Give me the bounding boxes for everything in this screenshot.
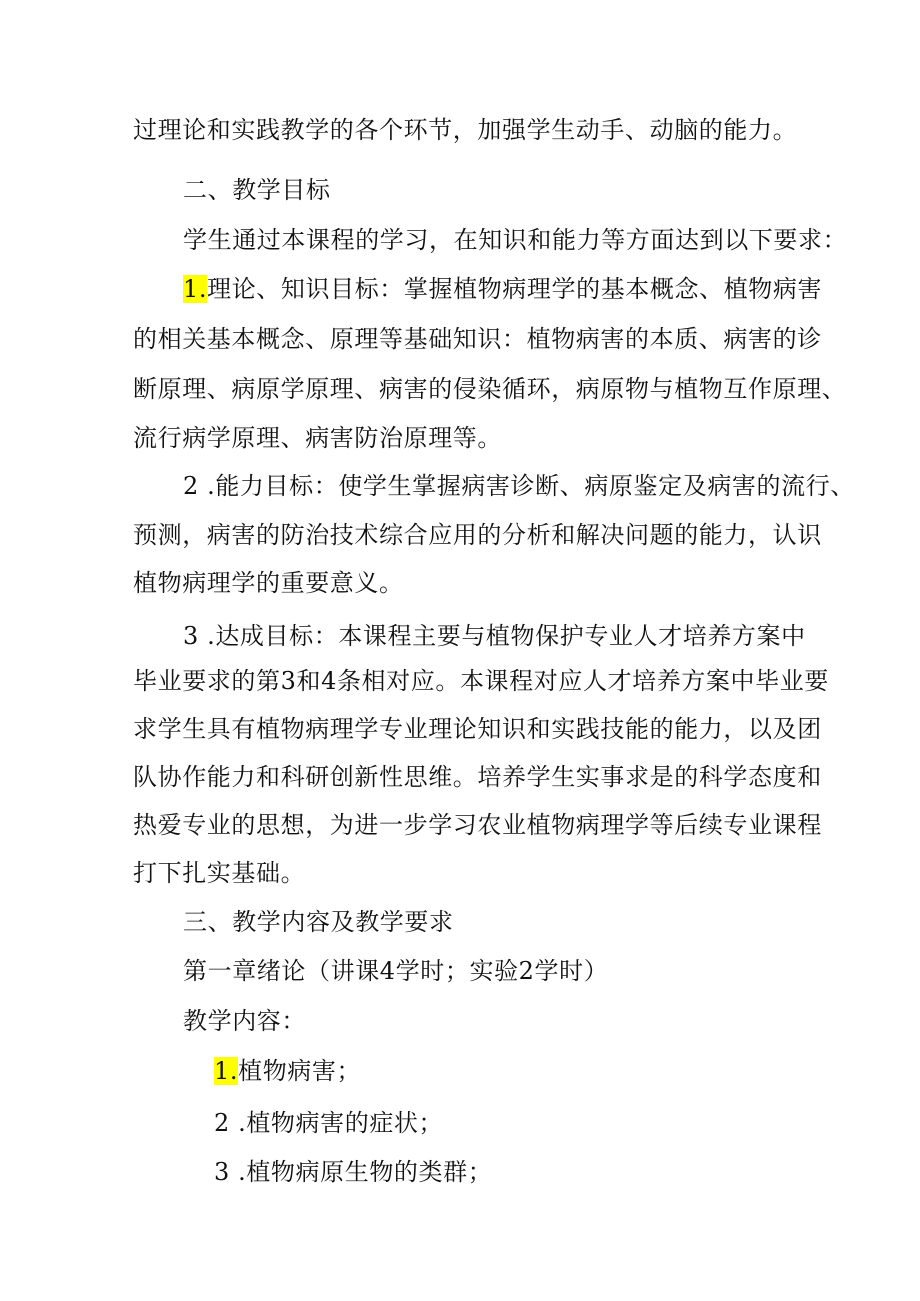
list-item-disease-symptoms: 2 .植物病害的症状； (214, 1109, 444, 1137)
body-text-line: 求学生具有植物病理学专业理论知识和实践技能的能力，以及团 (133, 715, 822, 743)
list-item-achievement-goal: 3 .达成目标：本课程主要与植物保护专业人才培养方案中 (183, 622, 806, 650)
list-item-pathogen-groups: 3 .植物病原生物的类群； (214, 1158, 493, 1186)
body-text-line: 打下扎实基础。 (133, 859, 306, 887)
list-item-ability-goal: 2 .能力目标：使学生掌握病害诊断、病原鉴定及病害的流行、 (183, 472, 855, 500)
list-item-plant-disease: 1.植物病害； (214, 1057, 362, 1085)
body-text-line: 过理论和实践教学的各个环节，加强学生动手、动脑的能力。 (133, 116, 798, 144)
body-text-line: 预测，病害的防治技术综合应用的分析和解决问题的能力，认识 (133, 521, 822, 549)
body-text-line: 流行病学原理、病害防治原理等。 (133, 424, 502, 452)
body-text-line: 的相关基本概念、原理等基础知识：植物病害的本质、病害的诊 (133, 325, 822, 353)
list-item-knowledge-goal: 1.理论、知识目标：掌握植物病理学的基本概念、植物病害 (183, 275, 823, 303)
body-text-line: 学生通过本课程的学习，在知识和能力等方面达到以下要求： (183, 226, 848, 254)
body-text-line: 热爱专业的思想，为进一步学习农业植物病理学等后续专业课程 (133, 811, 822, 839)
body-text-line: 植物病理学的重要意义。 (133, 569, 404, 597)
subheading-teaching-content: 教学内容： (183, 1007, 306, 1035)
body-text-line: 队协作能力和科研创新性思维。培养学生实事求是的科学态度和 (133, 763, 822, 791)
section-heading-teaching-content: 三、教学内容及教学要求 (183, 908, 454, 936)
highlighted-list-marker: 1. (183, 275, 208, 303)
section-heading-teaching-goals: 二、教学目标 (183, 176, 331, 204)
highlighted-list-marker: 1. (214, 1057, 239, 1085)
chapter-heading: 第一章绪论（讲课4学时；实验2学时） (183, 957, 609, 985)
body-text-line: 断原理、病原学原理、病害的侵染循环，病原物与植物互作原理、 (133, 375, 847, 403)
body-text-line: 毕业要求的第3和4条相对应。本课程对应人才培养方案中毕业要 (133, 667, 829, 695)
